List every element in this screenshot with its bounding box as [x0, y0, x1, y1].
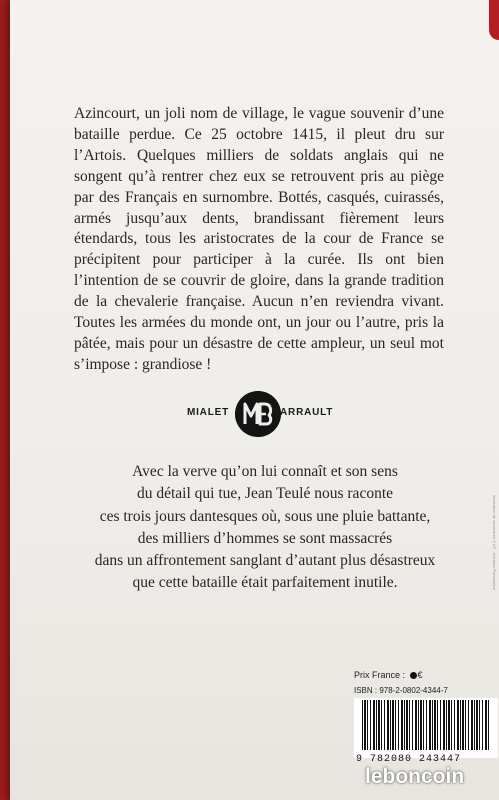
cover-credit-text: Illustration de couverture © AF - Archives Flammarion [492, 495, 497, 590]
summary-line: des milliers d’hommes se sont massacrés [137, 529, 393, 547]
price-label-text: Prix France : [354, 670, 406, 680]
book-back-cover [10, 0, 499, 800]
isbn-text: ISBN : 978-2-0802-4344-7 [354, 686, 448, 695]
barcode-digits: 9 782080 243447 [356, 754, 462, 765]
price-label [354, 670, 423, 680]
blurb-paragraph: Azincourt, un joli nom de village, le vague souvenir d’une bataille perdue. Ce 25 octobre 1415, il pleut dru sur l’Artois. Quelques milliers de soldats anglais qui ne songent qu’à rentrer chez eux se retrouvent pris au piège par des Français en surnombre. Bottés, casqués, cuirassés, armés jusqu’aux dents, brandissant fièrement leurs étendards, tous les aristocrates de la cour de France se précipitent pour participer à la curée. Ils ont bien l’intention de se couvrir de gloire, dans la grande tradition de la chevalerie française. Aucun n’en reviendra vivant. Toutes les armées du monde ont, un jour ou l’autre, pris la pâtée, mais pour un désastre de cette ampleur, un seul mot s’impose : grandiose ! [74, 105, 444, 373]
barcode [354, 698, 498, 758]
publisher-mark [10, 391, 499, 439]
summary-line: dans un affrontement sanglant d’autant plus désastreux [94, 552, 436, 570]
red-corner-detail [489, 0, 499, 40]
summary-paragraph [60, 461, 470, 595]
price-dot-icon [410, 672, 417, 679]
summary-line: que cette bataille était parfaitement inutile. [132, 574, 398, 592]
publisher-name-left: MIALET [186, 407, 229, 418]
leboncoin-watermark: leboncoin [365, 765, 465, 788]
barcode-bars-icon [362, 700, 490, 750]
summary-line: du détail qui tue, Jean Teulé nous raconte [136, 485, 394, 503]
summary-line: ces trois jours dantesques où, sous une pluie battante, [99, 507, 431, 525]
publisher-name-right: BARRAULT [272, 407, 334, 418]
summary-line: Avec la verve qu’on lui connaît et son sens [132, 463, 398, 480]
price-currency: € [417, 670, 423, 680]
